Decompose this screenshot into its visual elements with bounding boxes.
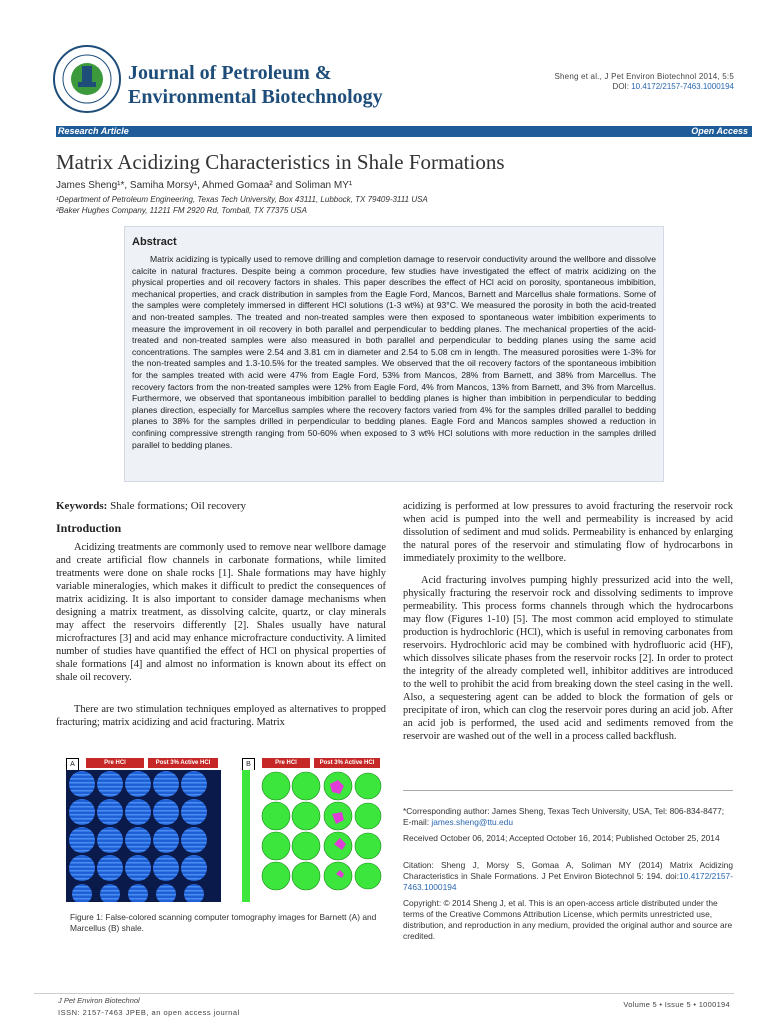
article-type-bar: [56, 126, 752, 137]
panel-label-b: B: [242, 758, 255, 771]
footer-journal: J Pet Environ Biotechnol: [58, 996, 140, 1005]
citation-block: [403, 860, 733, 893]
panel-a-pre-label: Pre HCl: [86, 758, 144, 768]
footer-issn: ISSN: 2157-7463 JPEB, an open access journal: [58, 1008, 240, 1017]
intro-paragraph-2: There are two stimulation techniques employed as alternatives to propped fracturing; matrix acidizing and acid fracturing. Matrix: [56, 704, 386, 728]
panel-a-ct-images: [66, 770, 221, 902]
figure-1-caption: Figure 1: False-colored scanning computer tomography images for Barnett (A) and Marcellus (B) shale.: [70, 912, 377, 933]
footer-divider: [34, 993, 734, 994]
article-type: Research Article: [58, 126, 129, 136]
intro-paragraph-4: Acid fracturing involves pumping highly pressurized acid into the well, physically fracturing the reservoir rock and dissolving sediments to improve permeability. This process forms channels through which the hydrocarbons may flow (Figures 1-10) [5]. The most common acid employed to stimulate production is hydrochloric (HCl), which is useful in removing carbonates from reservoirs. Hydrochloric acid may be combined with hydrofluoric acid (HF), which dissolves silicate phases from the reservoir rocks [2]. In order to protect the integrity of the already completed well, inhibitor additives are introduced to the well to prohibit the acid from breaking down the steel casing in the well. Also, a sequestering agent can be added to block the formation of gels or precipitate of iron, which can clog the reservoir pores during an acid job. After an acid job is performed, the used acid and sediments removed from the reservoir are washed out of the well in a process called backflush.: [403, 575, 733, 742]
panel-b-ct-images: [242, 770, 382, 902]
open-access-label: Open Access: [691, 126, 748, 136]
copyright-notice: Copyright: © 2014 Sheng J, et al. This is an open-access article distributed under the terms of the Creative Commons Attribution License, which permits unrestricted use, distribution, and reproduction in any medium, provided the original author and source are credited.: [403, 898, 733, 941]
affiliation-1: ¹Department of Petroleum Engineering, Texas Tech University, Box 43111, Lubbock, TX 79409-3111 USA: [56, 195, 428, 204]
affiliation-2: ²Baker Hughes Company, 11211 FM 2920 Rd, Tomball, TX 77375 USA: [56, 206, 307, 215]
header-citation: Sheng et al., J Pet Environ Biotechnol 2014, 5:5: [554, 72, 734, 81]
intro-paragraph-3: acidizing is performed at low pressures to avoid fracturing the reservoir rock when acid is pumped into the well and permeability is increased by acid dissolution of sediment and mud solids. Permeability is enhanced by enlarging the natural pores of the reservoir and stimulating flow of hydrocarbons in immediately proximity to the wellbore.: [403, 501, 733, 564]
doi-link[interactable]: 10.4172/2157-7463.1000194: [631, 82, 734, 91]
journal-title-line2: Environmental Biotechnology: [128, 86, 383, 108]
doi-label: DOI:: [612, 82, 629, 91]
journal-title-line1: Journal of Petroleum &: [128, 62, 332, 84]
figure-1: [56, 756, 386, 902]
intro-paragraph-1: Acidizing treatments are commonly used to remove near wellbore damage and create artificial flow channels in carbonate formations, while limited treatments were done on shale rocks [1]. Shale formations may have highly variable mineralogies, which makes it difficult to predict the consequences of matrix acidizing. It is also important to consider damage mechanisms when designing a matrix treatment, as dissolving calcite, quartz, or clay minerals may affect the reservoirs differently [2]. Shales usually have natural microfractures [3] and acid may enhance microfracture conductivity. A limited number of studies have quantified the effect of HCl on physical properties of shale formations [4] and almost no information is known about its effect on shale oil recovery.: [56, 542, 386, 683]
abstract-text: Matrix acidizing is typically used to remove drilling and completion damage to reservoir conductivity around the wellbore and dissolve calcite in natural fractures. Despite being a common procedure, few studies have investigated the effect of matrix acidizing on the physical properties and oil recovery factors in shales. This paper describes the effect of HCl acid on porosity, spontaneous imbibition, mechanical properties, and crack distribution in samples from the Eagle Ford, Mancos, Barnett and Marcellus shale formations. Some of the samples were completely immersed in different HCl solutions (1-3 wt%) at 93°C. We measured the porosity in both the acid-treated and non-treated samples. The treated and non-treated samples were then exposed to spontaneous water imbibition experiments to measure the improvement in oil recovery in both parallel and perpendicular to bedding planes. The mechanical properties of the acid-treated and non-treated samples were also measured in both parallel and perpendicular to bedding planes using the same acid concentrations. The samples were 2.54 and 3.81 cm in diameter and 2.54 to 5.08 cm in length. The measured porosities were 1-3% for the non-treated samples and 1.3-10.5% for the treated samples. We observed that the oil recovery factors of the spontaneous imbibition for the samples treated with acid were 47% from Eagle Ford, 53% from Mancos, 28% from Barnett, and 38% from Marcellus. The recovery factors from the non-treated samples were 12% from Eagle Ford, 4% from Mancos, 13% from Barnett, and 3% from Marcellus. Furthermore, we observed that spontaneous imbibition parallel to bedding planes is higher than imbibition in perpendicular to bedding planes direction, especially for Marcellus samples where the recovery factors varied from 4% for the samples drilled parallel to bedding planes to 38% for the samples drilled in perpendicular to bedding planes. Eagle Ford and Mancos samples showed a reduction in confining compressive strength ranging from 50-60% when exposed to 3 wt% HCl solutions with more reduction in the samples drilled parallel to bedding planes.: [132, 254, 656, 450]
article-title: Matrix Acidizing Characteristics in Shale Formations: [56, 150, 505, 174]
author-list: James Sheng¹*, Samiha Morsy¹, Ahmed Gomaa² and Soliman MY¹: [56, 180, 353, 191]
panel-a-post-label: Post 3% Active HCl: [148, 758, 218, 768]
corresponding-author-text: *Corresponding author: James Sheng, Texas Tech University, USA, Tel: 806-834-8477; E-mail:: [403, 806, 725, 827]
abstract-heading: Abstract: [132, 236, 177, 248]
keywords-label: Keywords:: [56, 500, 108, 512]
journal-logo: [52, 44, 122, 114]
citation-text: Citation: Sheng J, Morsy S, Gomaa A, Soliman MY (2014) Matrix Acidizing Characteristics in Shale Formations. J Pet Environ Biotechnol 5: 194. doi:: [403, 860, 733, 881]
author-email-link[interactable]: james.sheng@ttu.edu: [431, 817, 513, 827]
panel-b-pre-label: Pre HCl: [262, 758, 310, 768]
citation-doi-link[interactable]: 10.4172/2157-7463.1000194: [403, 871, 733, 892]
info-divider: [403, 790, 733, 791]
panel-label-a: A: [66, 758, 79, 771]
keywords-value: Shale formations; Oil recovery: [110, 500, 247, 512]
corresponding-author: [403, 806, 733, 828]
panel-b-post-label: Post 3% Active HCl: [314, 758, 380, 768]
keywords: [56, 500, 246, 512]
introduction-heading: Introduction: [56, 521, 122, 535]
footer-volume: Volume 5 • Issue 5 • 1000194: [623, 1000, 730, 1009]
header-doi: [613, 82, 734, 91]
received-dates: Received October 06, 2014; Accepted October 16, 2014; Published October 25, 2014: [403, 833, 720, 843]
